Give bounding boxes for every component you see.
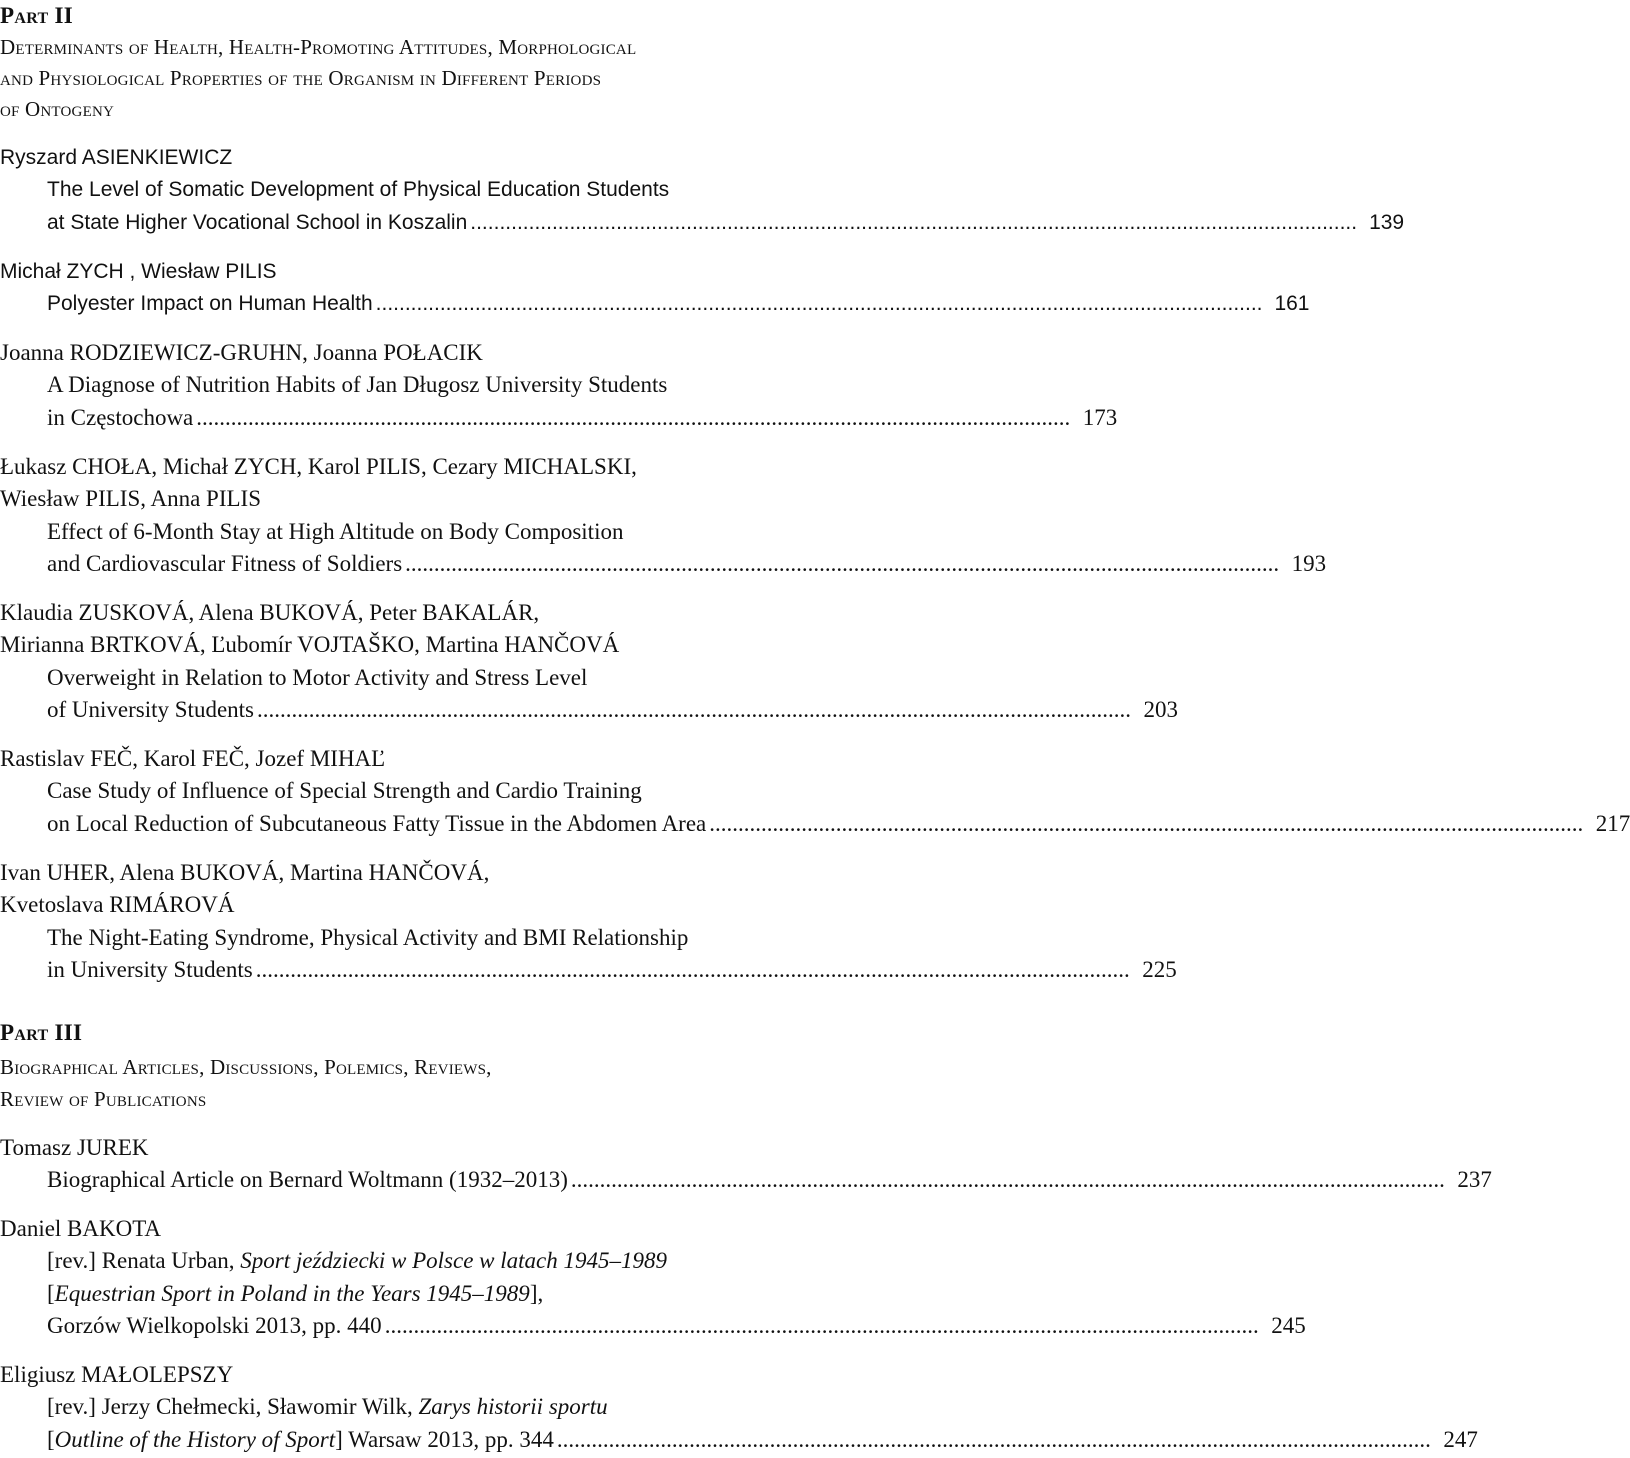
dot-leader: ........................................................................................................................................................ [570,1167,1445,1192]
part-2-title-line-1: Determinants of Health, Health-Promoting Attitudes, Morphological [0,35,637,59]
entry-author: Ivan UHER, Alena BUKOVÁ, Martina HANČOVÁ, [0,860,490,885]
toc-entry-chola[interactable] [47,548,1327,580]
reviewed-book-title: Zarys historii sportu [418,1394,608,1419]
entry-title: Effect of 6-Month Stay at High Altitude on Body Composition [47,519,624,544]
page-number: 247 [1443,1427,1478,1452]
part-2-title-line-3: of Ontogeny [0,97,115,121]
bracket-close: ], [529,1281,544,1306]
entry-author: Daniel BAKOTA [0,1216,162,1241]
part-2-heading: Part II [0,3,74,28]
entry-author: Tomasz JUREK [0,1135,149,1160]
dot-leader: ........................................................................................................................................................ [196,405,1071,430]
review-prefix: [rev.] Jerzy Chełmecki, Sławomir Wilk, [47,1394,419,1419]
page-number: 193 [1291,551,1327,576]
entry-author: Michał ZYCH , Wiesław PILIS [0,260,277,283]
entry-title-last-line: Polyester Impact on Human Health [47,292,373,315]
entry-author: Kvetoslava RIMÁROVÁ [0,892,235,917]
entry-title [47,1278,960,1310]
entry-author: Joanna RODZIEWICZ-GRUHN, Joanna POŁACIK [0,340,483,365]
entry-title: A Diagnose of Nutrition Habits of Jan Długosz University Students [47,372,668,397]
dot-leader: ........................................................................................................................................................ [709,811,1584,836]
translated-title: Equestrian Sport in Poland in the Years 1945–1989 [54,1281,530,1306]
toc-entry-fec[interactable] [47,808,1630,840]
publication-details: ] Warsaw 2013, pp. 344 [335,1427,554,1452]
entry-author: Wiesław PILIS, Anna PILIS [0,486,261,511]
entry-title [47,1391,960,1423]
entry-author: Ryszard ASIENKIEWICZ [0,146,233,169]
review-prefix: [rev.] Renata Urban, [47,1248,241,1273]
toc-entry-bakota[interactable] [47,1310,1306,1342]
entry-title: The Night-Eating Syndrome, Physical Activity and BMI Relationship [47,925,689,950]
entry-author: Eligiusz MAŁOLEPSZY [0,1362,234,1387]
entry-title-last-line: Gorzów Wielkopolski 2013, pp. 440 [47,1313,382,1338]
dot-leader: ........................................................................................................................................................ [470,211,1358,234]
toc-entry-zych-pilis[interactable] [47,288,1310,320]
entry-title-last-line: Biographical Article on Bernard Woltmann (1932–2013) [47,1167,568,1192]
part-2-title-line-2: and Physiological Properties of the Organism in Different Periods [0,66,602,90]
entry-title: Case Study of Influence of Special Strength and Cardio Training [47,778,642,803]
page-number: 217 [1595,811,1630,836]
toc-entry-zuskova[interactable] [47,694,1178,726]
entry-title-last-line: and Cardiovascular Fitness of Soldiers [47,551,403,576]
entry-title-last-line: in Częstochowa [47,405,194,430]
entry-author: Rastislav FEČ, Karol FEČ, Jozef MIHAĽ [0,746,386,771]
toc-entry-uher[interactable] [47,954,1177,986]
page-number: 173 [1082,405,1118,430]
part-3-heading: Part III [0,1020,83,1045]
page-number: 225 [1142,957,1177,982]
bracket-open: [ [47,1427,55,1452]
entry-title [47,1245,960,1277]
entry-title: The Level of Somatic Development of Physical Education Students [47,178,670,201]
dot-leader: ........................................................................................................................................................ [405,551,1280,576]
page-number: 237 [1457,1167,1492,1192]
page-number: 245 [1271,1313,1306,1338]
entry-title: Overweight in Relation to Motor Activity and Stress Level [47,665,588,690]
bracket-open: [ [47,1281,55,1306]
toc-entry-rodziewicz-gruhn[interactable] [47,402,1118,434]
page-number: 161 [1274,292,1310,315]
dot-leader: ........................................................................................................................................................ [255,957,1130,982]
entry-title-last-line: in University Students [47,957,253,982]
entry-title-last-line: at State Higher Vocational School in Koszalin [47,211,468,234]
part-3-title-line-1: Biographical Articles, Discussions, Polemics, Reviews, [0,1055,492,1079]
entry-author: Mirianna BRTKOVÁ, Ľubomír VOJTAŠKO, Martina HANČOVÁ [0,632,620,657]
dot-leader: ........................................................................................................................................................ [257,697,1131,722]
dot-leader: ........................................................................................................................................................ [556,1427,1431,1452]
toc-entry-jurek[interactable] [47,1164,1492,1196]
page-number: 203 [1143,697,1178,722]
part-3-title-line-2: Review of Publications [0,1087,207,1111]
entry-author: Klaudia ZUSKOVÁ, Alena BUKOVÁ, Peter BAKALÁR, [0,600,540,625]
page-number: 139 [1369,211,1405,234]
toc-entry-asienkiewicz[interactable] [47,207,1405,239]
translated-title: Outline of the History of Sport [54,1427,336,1452]
entry-title-last-line [47,1424,554,1456]
dot-leader: ........................................................................................................................................................ [375,292,1263,315]
entry-author: Łukasz CHOŁA, Michał ZYCH, Karol PILIS, Cezary MICHALSKI, [0,454,637,479]
toc-entry-malolepszy[interactable] [47,1424,1478,1456]
reviewed-book-title: Sport jeździecki w Polsce w latach 1945–1989 [240,1248,668,1273]
entry-title-last-line: on Local Reduction of Subcutaneous Fatty Tissue in the Abdomen Area [47,811,707,836]
entry-title-last-line: of University Students [47,697,254,722]
dot-leader: ........................................................................................................................................................ [384,1313,1259,1338]
